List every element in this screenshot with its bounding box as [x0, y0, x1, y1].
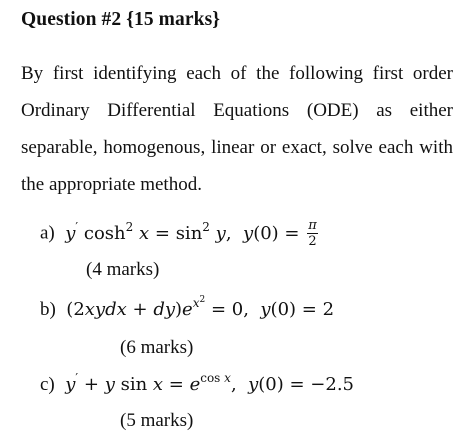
part-c-marks: (5 marks): [120, 410, 194, 431]
part-c-label: c): [40, 374, 55, 395]
part-a-equation: a) y′ $\cosh^2 x = \sin^2 y$, y(0) = $\frac{\pi}{2}$: [40, 218, 317, 249]
part-b-label: b): [40, 299, 56, 320]
question-instructions: By first identifying each of the following first order Ordinary Differential Equations (ODE) as either separable, homogenous, linear or exact, solve each with the appropriate method.: [21, 63, 453, 195]
part-b-marks: (6 marks): [120, 337, 194, 358]
part-a-label: a): [40, 222, 55, 244]
part-c-equation: c) y′ + y $\sin x = e^{cos x}$, y(0) = −2.5: [40, 371, 355, 395]
question-heading: Question #2 {15 marks}: [21, 9, 221, 30]
part-b-equation: b) (2xydx + $dy)e^{x^2} = 0$, y(0) = 2: [40, 295, 335, 320]
part-a-marks: (4 marks): [86, 259, 160, 280]
